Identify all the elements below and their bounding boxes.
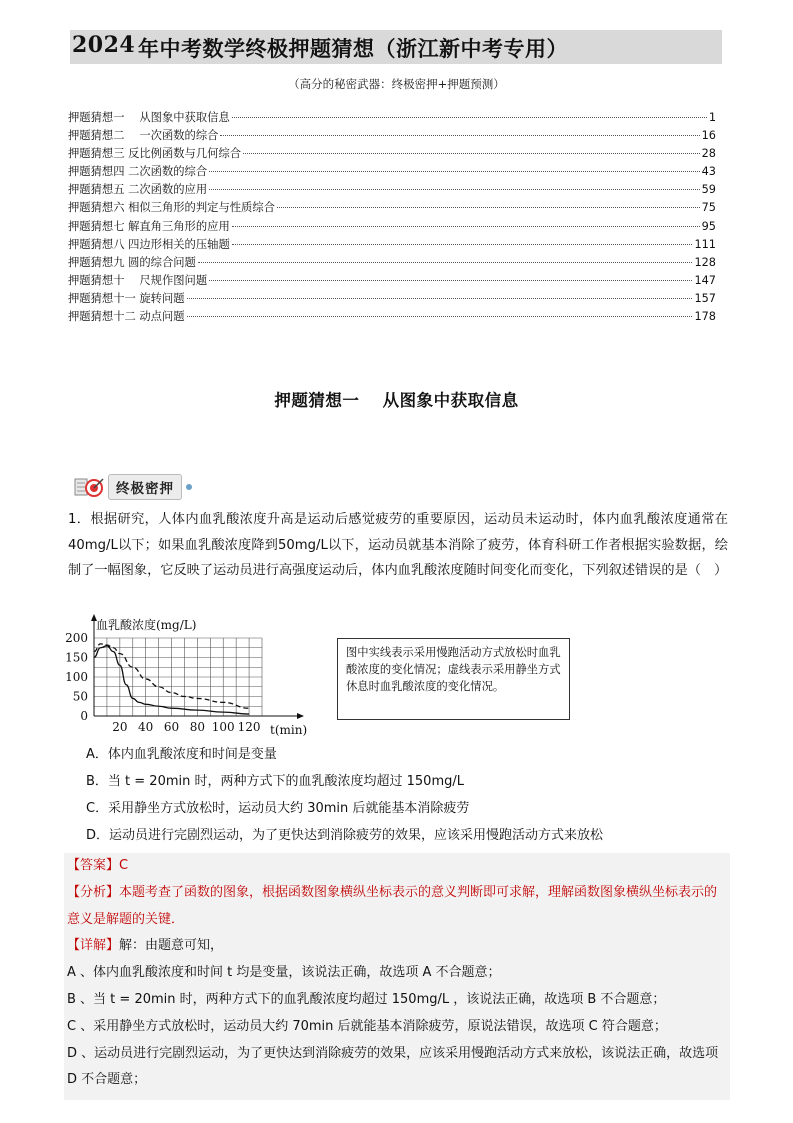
analysis-line: [67, 880, 730, 934]
chart-svg: [64, 612, 314, 740]
toc-row[interactable]: [68, 127, 716, 145]
answer-line: [67, 853, 730, 880]
target-icon: [74, 476, 104, 498]
toc-leader: [232, 244, 693, 245]
options-list: [86, 744, 603, 852]
toc-row[interactable]: [68, 199, 716, 217]
y-tick-label: 100: [65, 670, 88, 684]
toc-page: 178: [694, 310, 716, 324]
toc-label: 押题猜想八 四边形相关的压轴题: [68, 237, 230, 251]
toc-label: 押题猜想一 从图象中获取信息: [68, 111, 230, 124]
y-tick-label: 0: [80, 709, 88, 723]
toc-label: 押题猜想七 解直角三角形的应用: [68, 219, 230, 233]
detail-intro: 解：由题意可知，: [119, 938, 224, 954]
toc-leader: [209, 189, 699, 190]
toc-row[interactable]: [68, 272, 716, 290]
answer-value: C: [119, 858, 129, 873]
toc-page: 28: [701, 147, 716, 161]
toc-label: 押题猜想六 相似三角形的判定与性质综合: [68, 201, 275, 215]
toc-row[interactable]: [68, 109, 716, 127]
detail-tag: 【详解】: [67, 938, 120, 954]
toc-leader: [277, 207, 700, 208]
toc-row[interactable]: [68, 290, 716, 308]
x-tick-label: 40: [138, 720, 154, 734]
toc-label: 押题猜想十 尺规作图问题: [68, 273, 208, 287]
x-tick-label: 120: [237, 720, 261, 734]
table-of-contents: [68, 109, 716, 326]
toc-leader: [232, 117, 707, 118]
toc-page: 16: [701, 129, 716, 143]
toc-page: 128: [694, 255, 716, 269]
chart: [64, 612, 314, 740]
toc-row[interactable]: [68, 218, 716, 236]
toc-leader: [220, 135, 699, 136]
toc-leader: [187, 298, 693, 299]
x-tick-label: 20: [112, 720, 128, 734]
toc-label: 押题猜想三 反比例函数与几何综合: [68, 147, 242, 161]
toc-label: 押题猜想九 圆的综合问题: [68, 255, 196, 269]
detail-item: A 、体内血乳酸浓度和时间 t 均是变量，该说法正确，故选项 A 不合题意；: [67, 965, 501, 981]
y-tick-label: 50: [72, 689, 88, 704]
x-axis-label: t(min): [270, 723, 308, 737]
option-b[interactable]: B．当 t = 20min 时，两种方式下的血乳酸浓度均超过 150mg/L: [86, 774, 464, 789]
toc-page: 95: [701, 219, 716, 233]
badge-label: 终极密押: [108, 474, 182, 500]
toc-page: 157: [694, 291, 716, 305]
y-axis-label: 血乳酸浓度(mg/L): [96, 618, 197, 632]
toc-row[interactable]: [68, 308, 716, 326]
detail-line: [67, 933, 730, 960]
option-a[interactable]: A．体内血乳酸浓度和时间是变量: [86, 747, 277, 762]
title-year: 2024: [72, 32, 136, 58]
option-d[interactable]: D．运动员进行完剧烈运动，为了更快达到消除疲劳的效果，应该采用慢跑活动方式来放松: [86, 828, 604, 843]
x-tick-label: 60: [163, 720, 180, 734]
badge-dot: [186, 484, 192, 490]
toc-label: 押题猜想十二 动点问题: [68, 310, 185, 324]
section-title: 押题猜想一 从图象中获取信息: [274, 391, 519, 410]
section-badge: [74, 474, 192, 500]
toc-leader: [209, 171, 699, 172]
answer-tag: 【答案】: [67, 858, 120, 873]
detail-item: B 、当 t = 20min 时，两种方式下的血乳酸浓度均超过 150mg/L ，该说法正确，故选项 B 不合题意；: [67, 991, 666, 1007]
toc-label: 押题猜想二 一次函数的综合: [68, 129, 219, 143]
question-text: 1．根据研究，人体内血乳酸浓度升高是运动后感觉疲劳的重要原因，运动员未运动时，体内血乳酸浓度通常在40mg/L以下；如果血乳酸浓度降到50mg/L以下，运动员就基本消除了疲劳，体育科研工作者根据实验数据，绘制了一幅图象，它反映了运动员进行高强度运动后，体内血乳酸浓度随时间变化而变化，下列叙述错误的是（ ）: [68, 512, 728, 578]
toc-leader: [187, 316, 693, 317]
page-title: 年中考数学终极押题猜想（浙江新中考专用）: [138, 37, 568, 61]
toc-leader: [209, 280, 692, 281]
toc-row[interactable]: [68, 254, 716, 272]
analysis-tag: 【分析】: [67, 884, 120, 900]
y-tick-label: 200: [65, 631, 88, 645]
toc-label: 押题猜想十一 旋转问题: [68, 291, 185, 305]
toc-label: 押题猜想四 二次函数的综合: [68, 165, 208, 179]
toc-leader: [198, 262, 693, 263]
detail-item: C 、采用静坐方式放松时，运动员大约 70min 后就能基本消除疲劳，原说法错误，故选项 C 符合题意；: [67, 1018, 667, 1034]
x-tick-label: 100: [211, 720, 235, 734]
toc-row[interactable]: [68, 145, 716, 163]
toc-page: 147: [694, 273, 716, 287]
toc-row[interactable]: [68, 181, 716, 199]
detail-item: D 、运动员进行完剧烈运动，为了更快达到消除疲劳的效果，应该采用慢跑活动方式来放松，该说法正确，故选项 D 不合题意；: [67, 1045, 719, 1088]
toc-row[interactable]: [68, 236, 716, 254]
toc-page: 111: [694, 237, 716, 251]
y-tick-label: 150: [65, 650, 88, 665]
toc-leader: [232, 226, 700, 227]
chart-note-box: 图中实线表示采用慢跑活动方式放松时血乳酸浓度的变化情况；虚线表示采用静坐方式休息时血乳酸浓度的变化情况。: [337, 638, 570, 720]
toc-leader: [243, 153, 700, 154]
answer-analysis: [64, 853, 730, 1100]
option-c[interactable]: C．采用静坐方式放松时，运动员大约 30min 后就能基本消除疲劳: [86, 801, 470, 816]
toc-page: 59: [701, 183, 716, 197]
page-subtitle: （高分的秘密武器：终极密押+押题预测）: [288, 77, 505, 91]
x-axis-arrow: [297, 713, 304, 719]
toc-page: 1: [708, 111, 716, 124]
x-tick-label: 80: [189, 720, 206, 734]
toc-label: 押题猜想五 二次函数的应用: [68, 183, 208, 197]
toc-page: 43: [701, 165, 716, 179]
toc-page: 75: [701, 201, 716, 215]
analysis-text: 本题考查了函数的图象，根据函数图象横纵坐标表示的意义判断即可求解，理解函数图象横纵坐标表示的意义是解题的关键．: [67, 884, 718, 927]
toc-row[interactable]: [68, 163, 716, 181]
